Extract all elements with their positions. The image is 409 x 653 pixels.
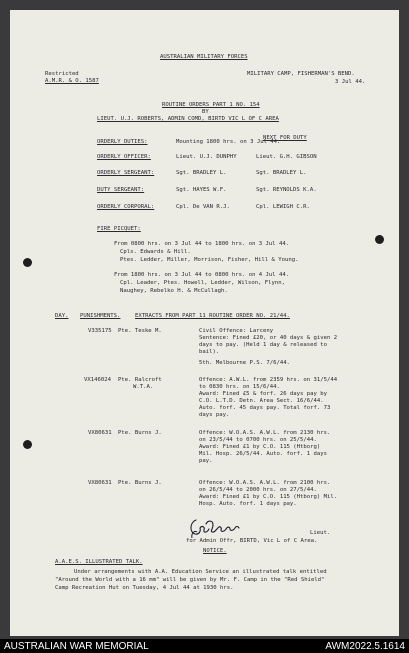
entry-line: on 23/5/44 to 0700 hrs. on 25/5/44. [199,437,317,443]
soldier-name: Pte. Teske M. [118,328,162,334]
soldier-name-2: W.T.A. [133,384,154,390]
aaes-line: Under arrangements with A.A. Education Service an illustrated talk entitled [74,569,327,575]
restricted-label: Restricted [45,71,79,77]
entry-line: on 26/5/44 to 2000 hrs. on 27/5/44. [199,487,317,493]
day-column-heading: DAY. [55,313,69,319]
entry-line: bail). [199,349,220,355]
aaes-line: "Around the World with a 16 mm" will be given by Mr. F. Camp in the "Red Shield" [55,577,325,583]
entry-line: Hosp. Auto. forf. 1 days pay. [199,501,297,507]
entry-line: Offence: A.W.L. from 2359 hrs. on 31/5/44 [199,377,338,383]
aaes-heading: A.A.E.S. ILLUSTRATED TALK. [55,559,143,565]
entry-line: Civil Offence: Larceny [199,328,274,334]
order-title-by: BY [202,109,209,115]
duty-label: ORDERLY SERGEANT: [97,170,155,176]
order-date: 3 Jul 44. [335,79,366,85]
fire-picquet-heading: FIRE PICQUET: [97,226,141,232]
picquet-line: Cpl. Leader, Ptes. Howell, Ledder, Wilson, Flynn, [120,280,286,286]
service-number: V335175 [88,328,112,334]
entry-line: to 0830 hrs. on 15/6/44. [199,384,280,390]
entry-line: Auto. forf. 45 days pay. Total forf. 73 [199,405,331,411]
picquet-line: From 0800 hrs. on 3 Jul 44 to 1800 hrs. on 3 Jul 44. [114,241,290,247]
picquet-line: From 1800 hrs. on 3 Jul 44 to 0800 hrs. on 4 Jul 44. [114,272,290,278]
service-number: VX80631 [88,430,112,436]
duty-current: Cpl. De VAN R.J. [176,204,230,210]
duty-current: Sgt. BRADLEY L. [176,170,227,176]
footer-accession: AWM2022.5.1614 [325,641,405,652]
order-title: ROUTINE ORDERS PART 1 NO. 154 [162,102,260,108]
entry-line: days to pay. (Held 1 day & released to [199,342,327,348]
duty-label: ORDERLY CORPORAL: [97,204,155,210]
duty-label: ORDERLY OFFICER: [97,154,151,160]
header-center: AUSTRALIAN MILITARY FORCES [160,54,248,60]
reference-number: A.M.R. & O. 1587 [45,78,99,84]
notice-heading: NOTICE. [203,548,227,554]
picquet-line: Ptes. Ledder, Miller, Morrison, Fisher, Hill & Young. [120,257,299,263]
entry-line: C.O. L.T.D. Detn. Area Sect. 16/6/44. [199,398,324,404]
duty-current: Sgt. HAYES W.F. [176,187,227,193]
entry-line: Award: Fined £1 by C.O. 115 (Htborg) Mil. [199,494,338,500]
duty-next: Sgt. REYNOLDS K.A. [256,187,317,193]
entry-line: Offence: W.O.A.S. A.W.L. from 2100 hrs. [199,480,331,486]
entry-line: pay. [199,458,213,464]
punch-hole [375,235,384,244]
duty-label: DUTY SERGEANT: [97,187,145,193]
punch-hole [23,258,32,267]
camp-name: MILITARY CAMP, FISHERMAN'S BEND. [247,71,355,77]
entry-line: Award: Fined £1 by C.O. 115 (Htborg) [199,444,321,450]
picquet-line: Cpls. Edwards & Hill. [120,249,191,255]
duty-label: ORDERLY DUTIES: [97,139,148,145]
service-number: VX146024 [84,377,111,383]
duty-current: Lieut. U.J. DUNPHY [176,154,237,160]
entry-line: Offence: W.O.A.S. A.W.L. from 2130 hrs. [199,430,331,436]
footer-bar [0,639,409,653]
picquet-line: Naughey, Rebelko H. & McCullagh. [120,288,228,294]
punishments-heading: PUNISHMENTS. [80,313,121,319]
footer-source: AUSTRALIAN WAR MEMORIAL [4,641,149,652]
soldier-name: Pte. Burns J. [118,430,162,436]
entry-line: Award: Fined £5 & forf. 26 days pay by [199,391,327,397]
soldier-name: Pte. Burns J. [118,480,162,486]
entry-line: Sentence: Fined £20, or 40 days & given 2 [199,335,338,341]
next-for-duty-heading: NEXT FOR DUTY [263,135,307,141]
signatory-title: for Admin Offr, BIRTD, Vic L of C Area. [186,538,318,544]
extract-heading: EXTRACTS FROM PART 11 ROUTINE ORDER NO. 21/44. [135,313,290,319]
duty-next: Cpl. LEWIGH C.R. [256,204,310,210]
entry-line: days pay. [199,412,230,418]
duty-current: Mounting 1800 hrs. on 3 Jul 44. [176,139,281,145]
punch-hole [23,440,32,449]
signatory-rank: Lieut. [310,530,331,536]
entry-line: Mil. Hosp. 26/5/44. Auto. forf. 1 days [199,451,327,457]
entry-line: 5th. Melbourne P.S. 7/6/44. [199,360,290,366]
aaes-line: Camp Recreation Hut on Tuesday, 4 Jul 44 at 1930 hrs. [55,585,234,591]
duty-next: Sgt. BRADLEY L. [256,170,307,176]
duty-next: Lieut. G.H. GIBSON [256,154,317,160]
order-authority: LIEUT. U.J. ROBERTS, ADMIN COMD, BIRTD VIC L OF C AREA [97,116,279,122]
soldier-name: Pte. Ralcroft [118,377,162,383]
service-number: VX80631 [88,480,112,486]
